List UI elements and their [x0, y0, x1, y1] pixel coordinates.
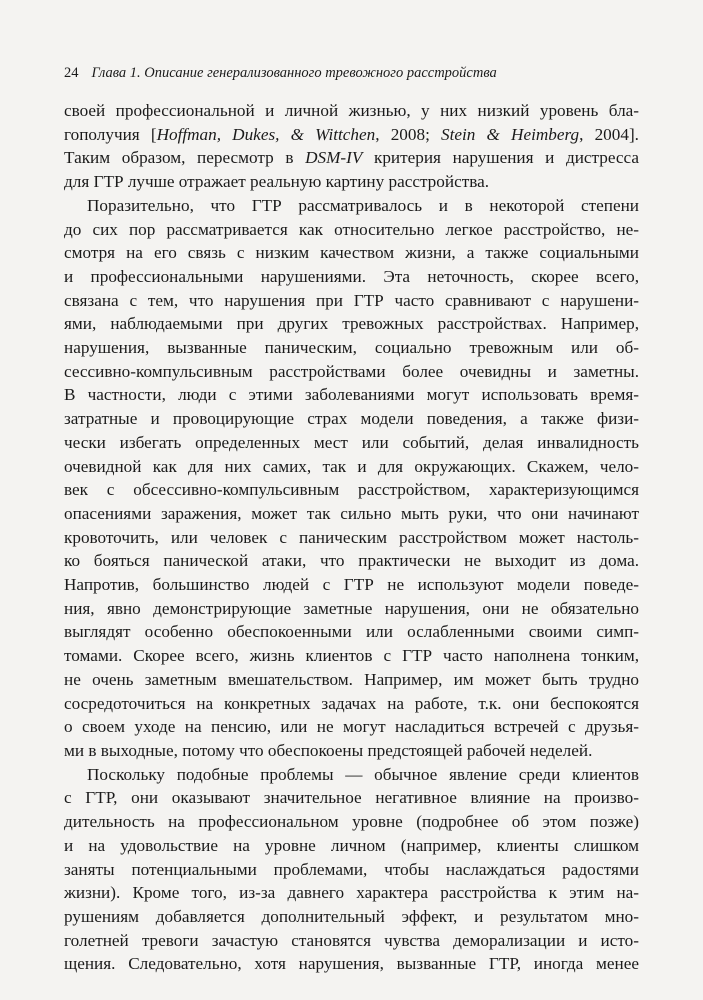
text-line	[64, 312, 639, 336]
text-line	[64, 573, 639, 597]
text-span: сессивно-компульсивным расстройствами более очевидны и заметны.	[64, 361, 639, 381]
text-line	[64, 549, 639, 573]
paragraph	[64, 763, 639, 976]
text-span: томами. Скорее всего, жизнь клиентов с ГТР часто наполнена тонким,	[64, 646, 639, 666]
text-line	[64, 336, 639, 360]
text-span: не очень заметным вмешательством. Например, им может быть трудно	[64, 669, 639, 689]
text-span: В частности, люди с этими заболеваниями могут использовать время-	[64, 385, 639, 405]
text-line	[64, 407, 639, 431]
text-line	[64, 360, 639, 384]
text-span: ми в выходные, потому что обеспокоены предстоящей рабочей неделей.	[64, 740, 593, 760]
text-span: выглядят особенно обеспокоенными или ослабленными своими симп-	[64, 622, 639, 642]
text-line	[64, 881, 639, 905]
text-span: рушениям добавляется дополнительный эффект, и результатом мно-	[64, 906, 639, 926]
text-span: своей профессиональной и личной жизнью, у них низкий уровень бла-	[64, 101, 639, 120]
text-span: о своем уходе на пенсию, или не могут насладиться встречей с друзья-	[64, 717, 639, 737]
text-line	[64, 597, 639, 621]
text-span: ния, явно демонстрирующие заметные нарушения, они не обязательно	[64, 598, 639, 618]
text-line	[64, 692, 639, 716]
text-line	[64, 952, 639, 976]
text-line	[64, 218, 639, 242]
text-line	[64, 526, 639, 550]
text-line	[64, 929, 639, 953]
text-line	[64, 810, 639, 834]
text-span: Таким образом, пересмотр в	[64, 148, 306, 168]
text-line	[64, 620, 639, 644]
text-line	[64, 289, 639, 313]
text-span: критерия нарушения и дистресса	[362, 148, 640, 168]
text-span: гополучия [	[64, 124, 157, 144]
text-line	[64, 99, 639, 123]
text-line	[64, 455, 639, 479]
text-line	[64, 834, 639, 858]
paragraph	[64, 194, 639, 763]
text-span: для ГТР лучше отражает реальную картину расстройства.	[64, 172, 490, 192]
text-span: Напротив, большинство людей с ГТР не используют модели поведе-	[64, 575, 639, 595]
text-span: опасениями заражения, может так сильно мыть руки, что они начинают	[64, 503, 639, 523]
text-span: жизни). Кроме того, из-за давнего характера расстройства к этим на-	[64, 883, 639, 903]
text-span: заняты потенциальными проблемами, чтобы наслаждаться радостями	[64, 859, 639, 879]
text-line	[64, 644, 639, 668]
text-span: чески избегать определенных мест или событий, делая инвалидность	[64, 432, 639, 452]
text-line	[64, 478, 639, 502]
text-span: , 2008;	[375, 124, 441, 144]
text-span: и на удовольствие на уровне личном (например, клиенты слишком	[64, 835, 639, 855]
text-span: Поскольку подобные проблемы — обычное явление среди клиентов	[87, 764, 639, 784]
text-span: ями, наблюдаемыми при других тревожных расстройствах. Например,	[64, 314, 639, 334]
paragraph	[64, 99, 639, 194]
text-line	[64, 383, 639, 407]
text-line	[64, 786, 639, 810]
text-span: голетней тревоги зачастую становятся чувства деморализации и исто-	[64, 930, 639, 950]
page-number: 24	[64, 65, 79, 81]
text-line	[64, 858, 639, 882]
text-span: и профессиональными нарушениями. Эта неточность, скорее всего,	[64, 266, 639, 286]
chapter-title: Глава 1. Описание генерализованного тревожного расстройства	[91, 65, 497, 81]
text-line	[64, 146, 639, 170]
text-span: затратные и провоцирующие страх модели поведения, а также физи-	[64, 409, 639, 429]
text-span: смотря на его связь с низким качеством жизни, а также социальными	[64, 243, 639, 263]
text-span: нарушения, вызванные паническим, социально тревожным или об-	[64, 338, 639, 358]
italic-span: Hoffman, Dukes, & Wittchen	[156, 124, 376, 144]
text-line	[64, 668, 639, 692]
text-span: ко бояться панической атаки, что практически не выходит из дома.	[64, 551, 639, 571]
text-line	[64, 265, 639, 289]
text-line	[64, 905, 639, 929]
running-head	[64, 62, 639, 84]
text-line	[64, 241, 639, 265]
text-span: щения. Следовательно, хотя нарушения, вызванные ГТР, иногда менее	[64, 954, 639, 974]
text-span: связана с тем, что нарушения при ГТР часто сравнивают с нарушени-	[64, 290, 639, 310]
body-text	[64, 99, 639, 976]
text-line	[64, 502, 639, 526]
text-span: сосредоточиться на конкретных задачах на работе, т.к. они беспокоятся	[64, 693, 639, 713]
text-line	[64, 431, 639, 455]
text-line	[64, 194, 639, 218]
text-line	[64, 170, 639, 194]
italic-span: DSM-IV	[305, 148, 363, 168]
text-line	[64, 739, 639, 763]
text-span: , 2004].	[579, 124, 639, 144]
text-span: кровоточить, или человек с паническим расстройством может настоль-	[64, 527, 639, 547]
text-span: очевидной как для них самих, так и для окружающих. Скажем, чело-	[64, 456, 639, 476]
text-span: до сих пор рассматривается как относительно легкое расстройство, не-	[64, 219, 639, 239]
text-line	[64, 123, 639, 147]
italic-span: Stein & Heimberg	[441, 124, 580, 144]
text-span: дительность на профессиональном уровне (подробнее об этом позже)	[64, 812, 639, 832]
text-span: с ГТР, они оказывают значительное негативное влияние на произво-	[64, 788, 639, 808]
text-span: век с обсессивно-компульсивным расстройством, характеризующимся	[64, 480, 639, 500]
text-line	[64, 763, 639, 787]
text-span: Поразительно, что ГТР рассматривалось и в некоторой степени	[87, 195, 639, 215]
text-line	[64, 715, 639, 739]
book-page	[64, 62, 639, 976]
